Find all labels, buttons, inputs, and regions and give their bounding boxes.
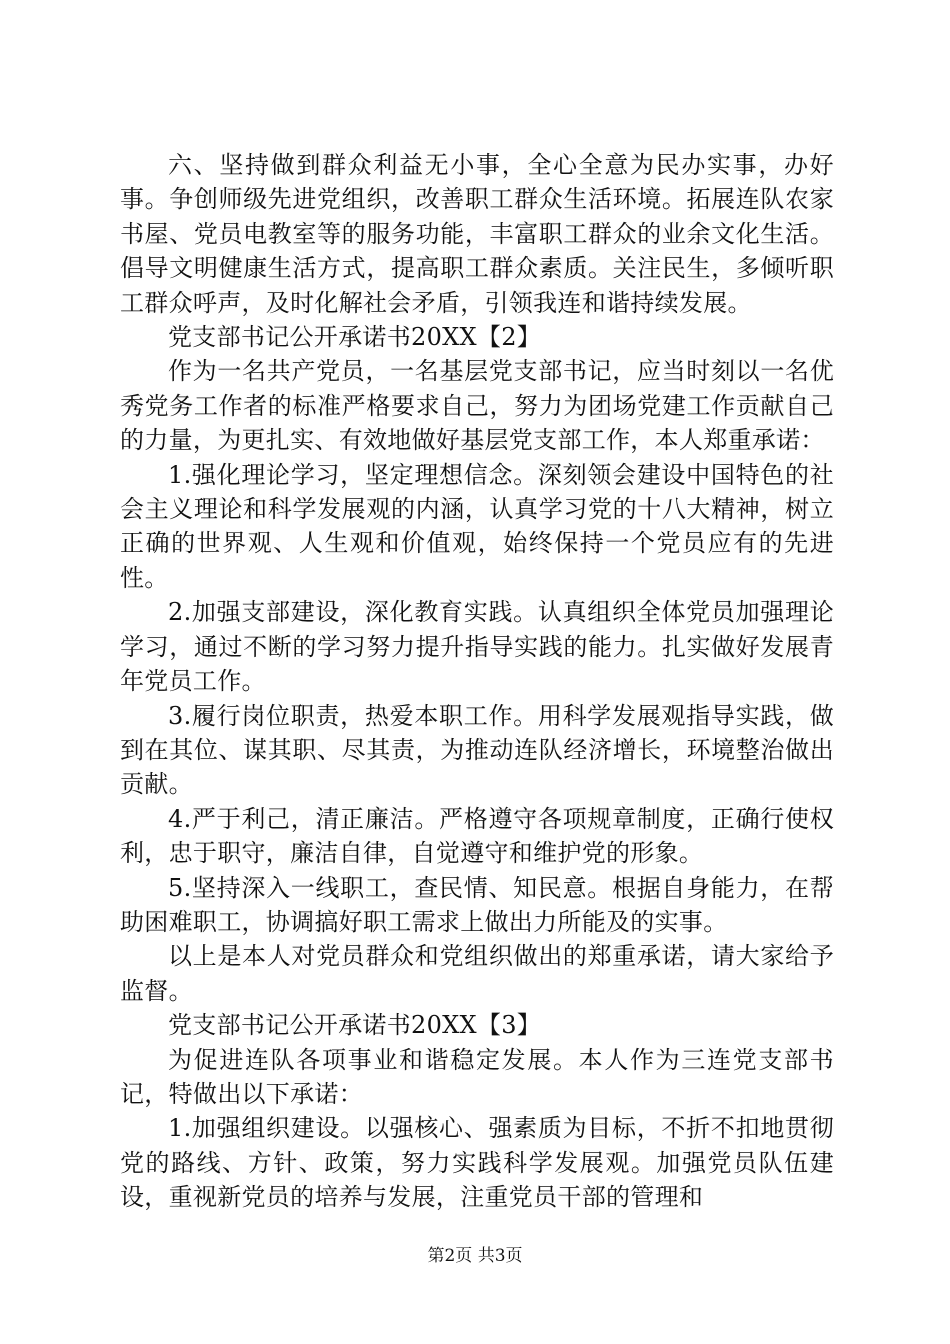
paragraph-commitment-1: 1.强化理论学习，坚定理想信念。深刻领会建设中国特色的社会主义理论和科学发展观的内涵，认真学习党的十八大精神，树立正确的世界观、人生观和价值观，始终保持一个党员应有的先进性。 <box>120 460 834 592</box>
document-body <box>120 148 834 1215</box>
paragraph-intro-3: 为促进连队各项事业和谐稳定发展。本人作为三连党支部书记，特做出以下承诺： <box>120 1045 834 1108</box>
paragraph-commitment-5: 5.坚持深入一线职工，查民情、知民意。根据自身能力，在帮助困难职工，协调搞好职工需求上做出力所能及的实事。 <box>120 873 834 936</box>
paragraph-commitment-3: 3.履行岗位职责，热爱本职工作。用科学发展观指导实践，做到在其位、谋其职、尽其责，为推动连队经济增长，环境整治做出贡献。 <box>120 701 834 799</box>
paragraph-commitment-4: 4.严于利己，清正廉洁。严格遵守各项规章制度，正确行使权利，忠于职守，廉洁自律，自觉遵守和维护党的形象。 <box>120 804 834 868</box>
paragraph-closing: 以上是本人对党员群众和党组织做出的郑重承诺，请大家给予监督。 <box>120 942 834 1005</box>
paragraph-commitment-2: 2.加强支部建设，深化教育实践。认真组织全体党员加强理论学习，通过不断的学习努力提升指导实践的能力。扎实做好发展青年党员工作。 <box>120 598 834 696</box>
section-heading-3: 党支部书记公开承诺书20XX【3】 <box>168 1011 542 1040</box>
page-footer: 第2页 共3页 <box>427 1246 523 1266</box>
paragraph-commitment-3-1: 1.加强组织建设。以强核心、强素质为目标，不折不扣地贯彻党的路线、方针、政策，努力实践科学发展观。加强党员队伍建设，重视新党员的培养与发展，注重党员干部的管理和 <box>120 1114 834 1212</box>
section-heading-2: 党支部书记公开承诺书20XX【2】 <box>168 323 542 352</box>
paragraph-intro-2: 作为一名共产党员，一名基层党支部书记，应当时刻以一名优秀党务工作者的标准严格要求自己，努力为团场党建工作贡献自己的力量，为更扎实、有效地做好基层党支部工作，本人郑重承诺： <box>120 357 834 455</box>
paragraph-item-6: 六、坚持做到群众利益无小事，全心全意为民办实事，办好事。争创师级先进党组织，改善职工群众生活环境。拓展连队农家书屋、党员电教室等的服务功能，丰富职工群众的业余文化生活。倡导文明健康生活方式，提高职工群众素质。关注民生，多倾听职工群众呼声，及时化解社会矛盾，引领我连和谐持续发展。 <box>120 151 834 317</box>
